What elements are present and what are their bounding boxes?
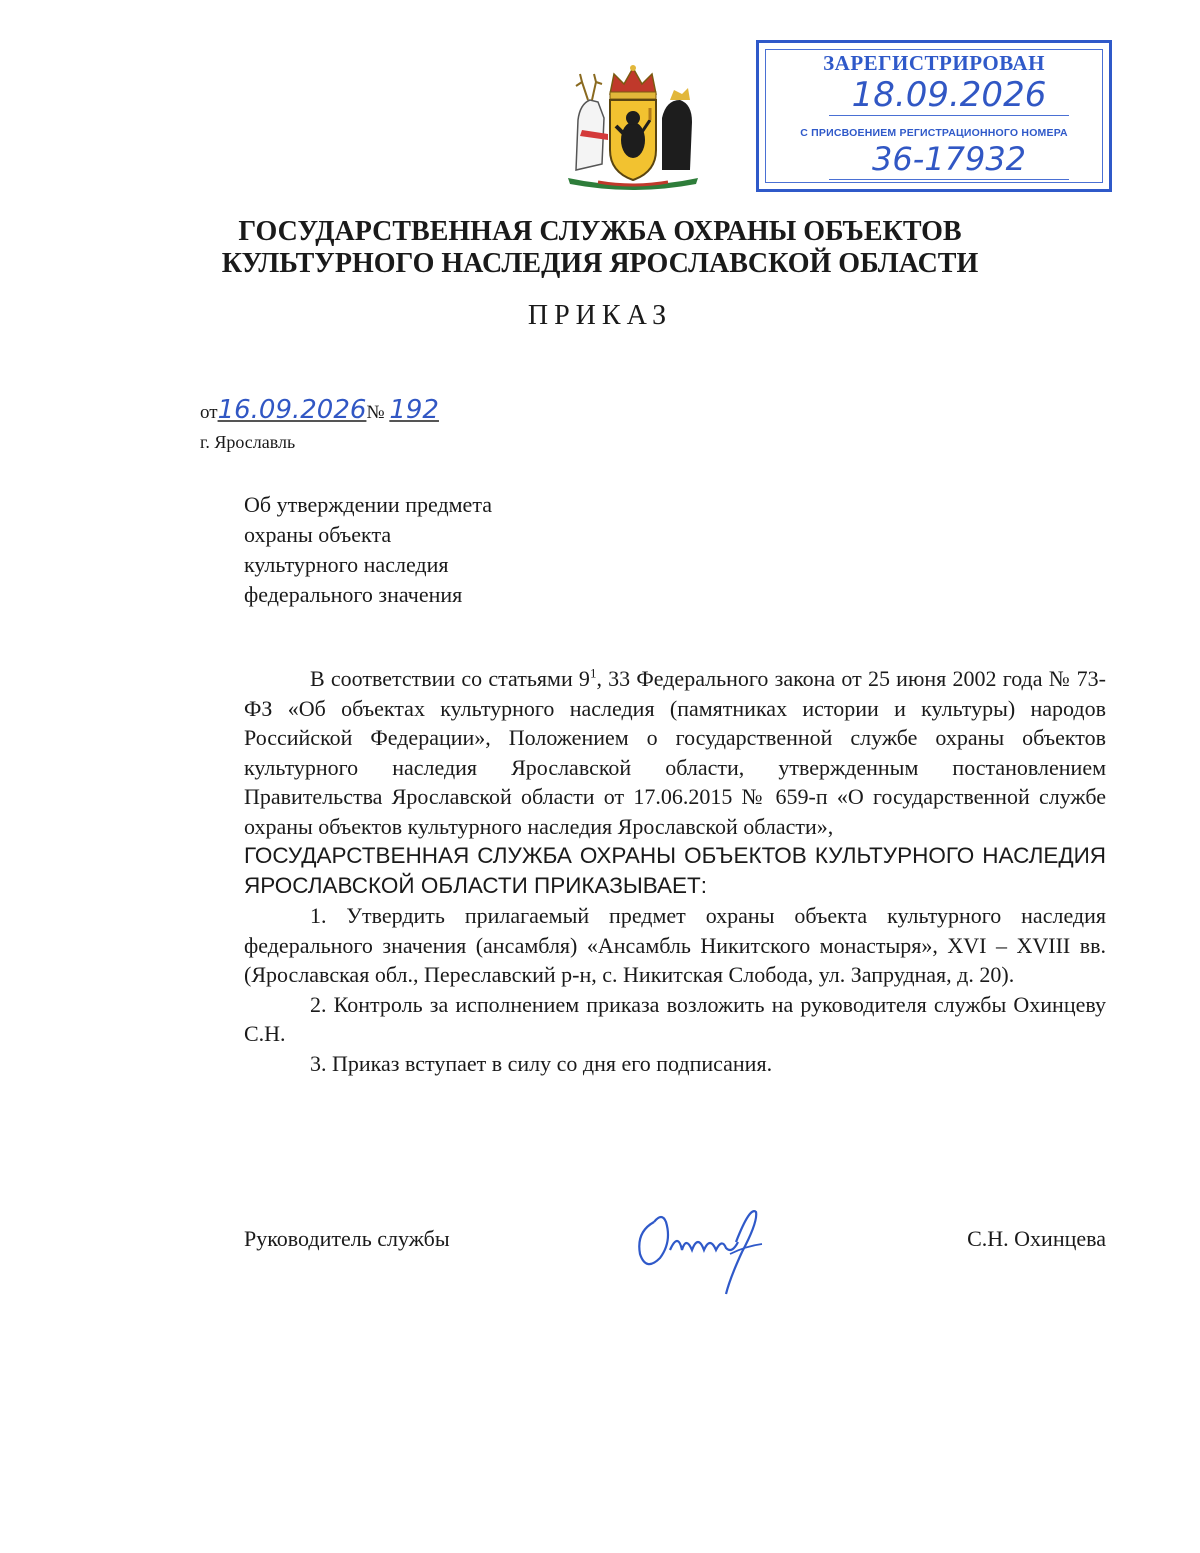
subject-line: охраны объекта (244, 522, 392, 547)
order-subject (244, 490, 492, 610)
signatory-name: С.Н. Охинцева (967, 1226, 1106, 1251)
signatory-position: Руководитель службы (244, 1226, 450, 1251)
order-number: 192 (389, 395, 439, 425)
stamp-date: 18.09.2026 (829, 75, 1069, 116)
organization-name (0, 216, 1200, 280)
order-date-number (200, 395, 439, 425)
order-date: 16.09.2026 (217, 395, 367, 425)
stamp-reg-number: 36-17932 (829, 139, 1069, 180)
number-label: № (366, 402, 385, 423)
order-item-3: 3. Приказ вступает в силу со дня его подписания. (310, 1050, 773, 1076)
subject-line: федерального значения (244, 582, 463, 607)
subject-line: Об утверждении предмета (244, 492, 492, 517)
coat-of-arms-emblem (558, 60, 708, 190)
order-item-1: 1. Утвердить прилагаемый предмет охраны объекта культурного наследия федерального значения (ансамбля) «Ансамбль Никитского монастыря», XVI – XVIII вв. (Ярославская обл., Переславский р-н, с. Никитская Слобода, ул. Запрудная, д. 20). (244, 903, 1106, 987)
stamp-reg-label: С ПРИСВОЕНИЕМ РЕГИСТРАЦИОННОГО НОМЕРА (800, 127, 1068, 139)
handwritten-signature (626, 1192, 776, 1302)
preamble-superscript: 1 (589, 665, 597, 681)
preamble-text-b: , 33 Федерального закона от 25 июня 2002 года № 73-ФЗ «Об объектах культурного наследия (памятниках истории и культуры) народов Российской Федерации», Положением о государственной службе охраны объектов культурного наследия Ярославской области, утвержденным постановлением Правительства Ярославской области от 17.06.2015 № 659-п «О государственной службе охраны объектов культурного наследия Ярославской области», (244, 666, 1106, 839)
resolution-paragraph: ГОСУДАРСТВЕННАЯ СЛУЖБА ОХРАНЫ ОБЪЕКТОВ КУЛЬТУРНОГО НАСЛЕДИЯ ЯРОСЛАВСКОЙ ОБЛАСТИ ПРИКАЗЫВАЕТ: (244, 843, 1106, 898)
order-body (244, 664, 1106, 1078)
org-line-1: ГОСУДАРСТВЕННАЯ СЛУЖБА ОХРАНЫ ОБЪЕКТОВ (238, 216, 962, 247)
org-line-2: КУЛЬТУРНОГО НАСЛЕДИЯ ЯРОСЛАВСКОЙ ОБЛАСТИ (221, 248, 979, 279)
order-city: г. Ярославль (200, 432, 296, 452)
preamble-paragraph (244, 664, 1106, 841)
document-type: ПРИКАЗ (527, 300, 673, 331)
registration-stamp (756, 40, 1112, 192)
order-item-2: 2. Контроль за исполнением приказа возложить на руководителя службы Охинцеву С.Н. (244, 991, 1106, 1046)
preamble-text-a: В соответствии со статьями 9 (310, 666, 590, 691)
subject-line: культурного наследия (244, 552, 449, 577)
from-label: от (200, 402, 218, 423)
stamp-title: ЗАРЕГИСТРИРОВАН (823, 51, 1045, 75)
